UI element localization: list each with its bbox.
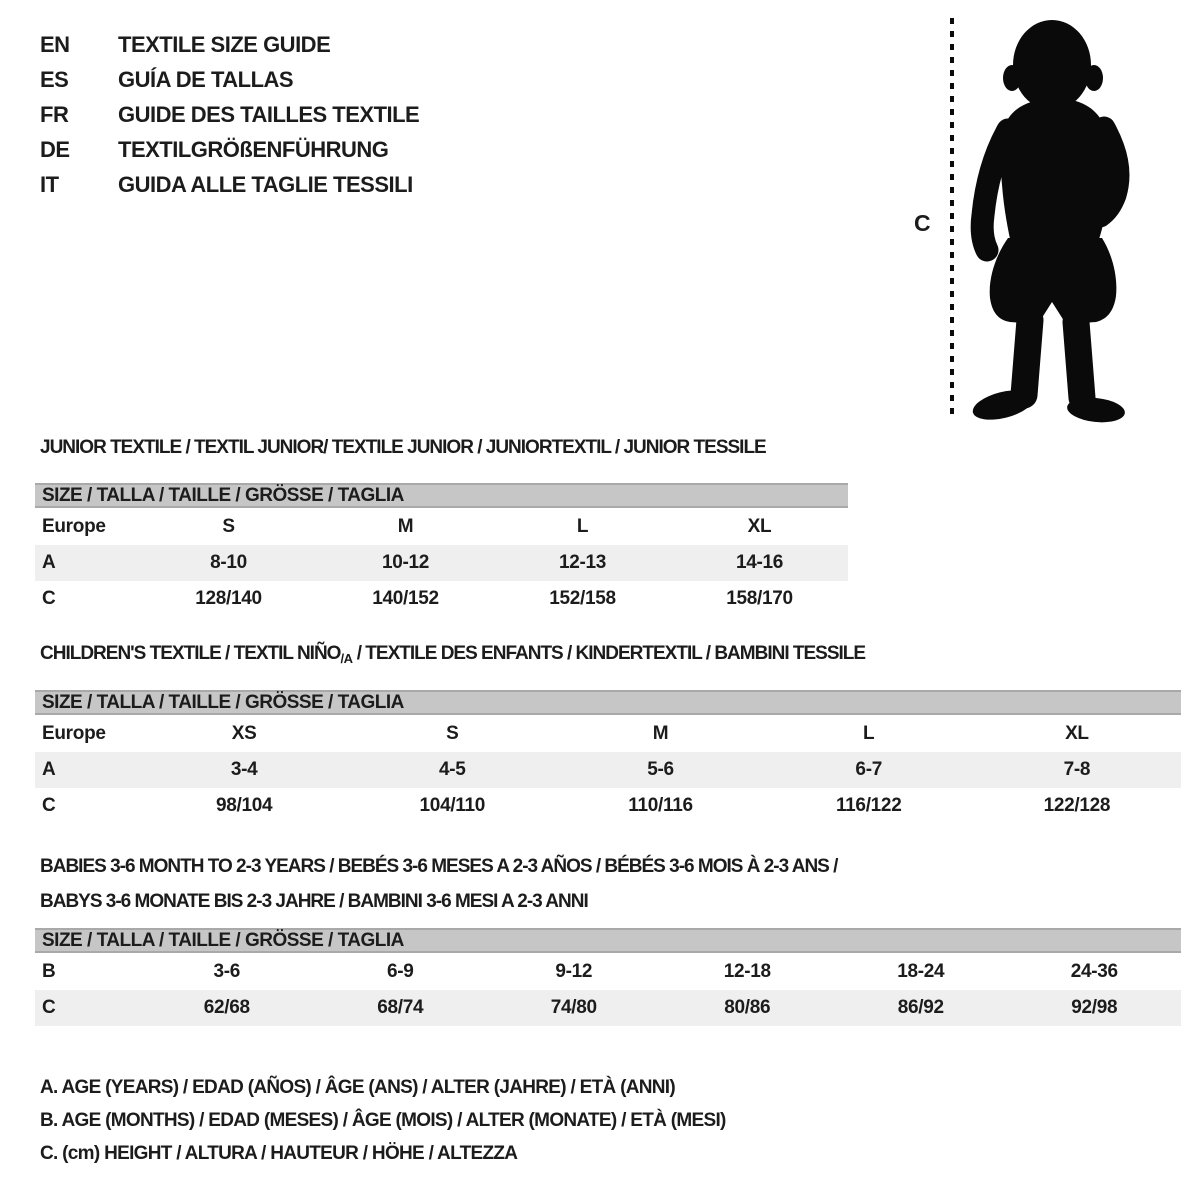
children-size-table [35, 690, 1181, 824]
toddler-silhouette-icon [900, 10, 1160, 430]
size-value-cell: 12-13 [558, 552, 607, 573]
size-value-cell: XL [747, 516, 772, 537]
size-value-cell: 74/80 [550, 997, 597, 1018]
table-row [35, 715, 1181, 752]
size-value-cell: S [446, 723, 459, 744]
babies-title-line2: BABYS 3-6 MONATE BIS 2-3 JAHRE / BAMBINI 3-6 MESI A 2-3 ANNI [40, 891, 588, 912]
language-row-es [40, 62, 419, 97]
row-key-cell: Europe [42, 723, 106, 744]
children-title-sub: /A [340, 651, 353, 666]
size-header-bar: SIZE / TALLA / TAILLE / GRÖSSE / TAGLIA [35, 690, 1181, 715]
size-value-cell: M [397, 516, 414, 537]
legend-line-a: A. AGE (YEARS) / EDAD (AÑOS) / ÂGE (ANS) / ALTER (JAHRE) / ETÀ (ANNI) [40, 1077, 675, 1098]
size-value-cell: 86/92 [897, 997, 944, 1018]
legend [40, 1071, 726, 1170]
size-value-cell: 7-8 [1063, 759, 1091, 780]
size-value-cell: 62/68 [203, 997, 250, 1018]
size-value-cell: 6-7 [855, 759, 882, 780]
table-row [35, 752, 1181, 788]
babies-title-line1: BABIES 3-6 MONTH TO 2-3 YEARS / BEBÉS 3-6 MESES A 2-3 AÑOS / BÉBÉS 3-6 MOIS À 2-3 ANS / [40, 856, 838, 877]
table-row [35, 581, 848, 617]
legend-line-b: B. AGE (MONTHS) / EDAD (MESES) / ÂGE (MOIS) / ALTER (MONATE) / ETÀ (MESI) [40, 1110, 726, 1131]
size-value-cell: 14-16 [735, 552, 784, 573]
size-value-cell: 5-6 [647, 759, 674, 780]
size-value-cell: 128/140 [195, 588, 262, 609]
size-value-cell: 4-5 [439, 759, 466, 780]
size-value-cell: 104/110 [419, 795, 486, 816]
size-value-cell: 122/128 [1043, 795, 1111, 816]
children-title-part: / TEXTILE DES ENFANTS / KINDERTEXTIL / BAMBINI TESSILE [352, 643, 866, 664]
size-value-cell: 116/122 [835, 795, 902, 816]
children-section-title [40, 643, 865, 666]
size-value-cell: 80/86 [724, 997, 771, 1018]
legend-line-c: C. (cm) HEIGHT / ALTURA / HAUTEUR / HÖHE / ALTEZZA [40, 1143, 518, 1164]
language-code: EN [40, 32, 70, 57]
children-title-part: CHILDREN'S TEXTILE / TEXTIL NIÑO [40, 643, 341, 664]
size-value-cell: 158/170 [726, 588, 793, 609]
row-key-cell: C [42, 588, 56, 609]
language-code: FR [40, 102, 69, 127]
height-measure-label: C [914, 210, 931, 236]
language-title: GUÍA DE TALLAS [118, 67, 294, 92]
size-value-cell: 10-12 [381, 552, 430, 573]
junior-section-title: JUNIOR TEXTILE / TEXTIL JUNIOR/ TEXTILE JUNIOR / JUNIORTEXTIL / JUNIOR TESSILE [40, 437, 766, 458]
size-value-cell: 140/152 [372, 588, 439, 609]
size-value-cell: 98/104 [215, 795, 273, 816]
language-title: GUIDE DES TAILLES TEXTILE [118, 102, 420, 127]
language-row-de [40, 132, 419, 167]
size-value-cell: 68/74 [377, 997, 424, 1018]
table-row [35, 545, 848, 581]
size-value-cell: XS [231, 723, 257, 744]
size-header-bar: SIZE / TALLA / TAILLE / GRÖSSE / TAGLIA [35, 483, 848, 508]
language-row-it [40, 167, 419, 202]
size-value-cell: M [652, 723, 669, 744]
table-row [35, 788, 1181, 824]
size-value-cell: 92/98 [1071, 997, 1118, 1018]
row-key-cell: A [42, 759, 56, 780]
size-value-cell: 110/116 [628, 795, 693, 816]
row-key-cell: Europe [42, 516, 106, 537]
size-value-cell: XL [1065, 723, 1089, 744]
size-value-cell: L [863, 723, 875, 744]
size-value-cell: 6-9 [386, 961, 414, 982]
row-key-cell: C [42, 997, 56, 1018]
size-value-cell: 24-36 [1070, 961, 1118, 982]
row-key-cell: B [42, 961, 56, 982]
language-title: TEXTILGRÖßENFÜHRUNG [118, 137, 389, 162]
size-value-cell: L [576, 516, 589, 537]
size-value-cell: 3-4 [230, 759, 258, 780]
size-value-cell: S [222, 516, 235, 537]
babies-section-title [40, 849, 837, 919]
junior-size-table [35, 483, 848, 617]
language-title: TEXTILE SIZE GUIDE [118, 32, 331, 57]
size-header-bar: SIZE / TALLA / TAILLE / GRÖSSE / TAGLIA [35, 928, 1181, 953]
size-value-cell: 8-10 [210, 552, 247, 573]
size-value-cell: 9-12 [555, 961, 593, 982]
language-title-list [40, 27, 419, 202]
size-value-cell: 152/158 [549, 588, 616, 609]
language-row-fr [40, 97, 419, 132]
toddler-silhouette-shape [970, 20, 1126, 425]
table-row [35, 953, 1181, 990]
size-value-cell: 3-6 [213, 961, 241, 982]
language-row-en [40, 27, 419, 62]
table-row [35, 990, 1181, 1026]
babies-size-table [35, 928, 1181, 1026]
language-code: ES [40, 67, 69, 92]
table-row [35, 508, 848, 545]
language-code: DE [40, 137, 70, 162]
row-key-cell: A [42, 552, 56, 573]
size-value-cell: 18-24 [897, 961, 945, 982]
language-title: GUIDA ALLE TAGLIE TESSILI [118, 172, 413, 197]
row-key-cell: C [42, 795, 56, 816]
size-value-cell: 12-18 [723, 961, 771, 982]
language-code: IT [40, 172, 59, 197]
